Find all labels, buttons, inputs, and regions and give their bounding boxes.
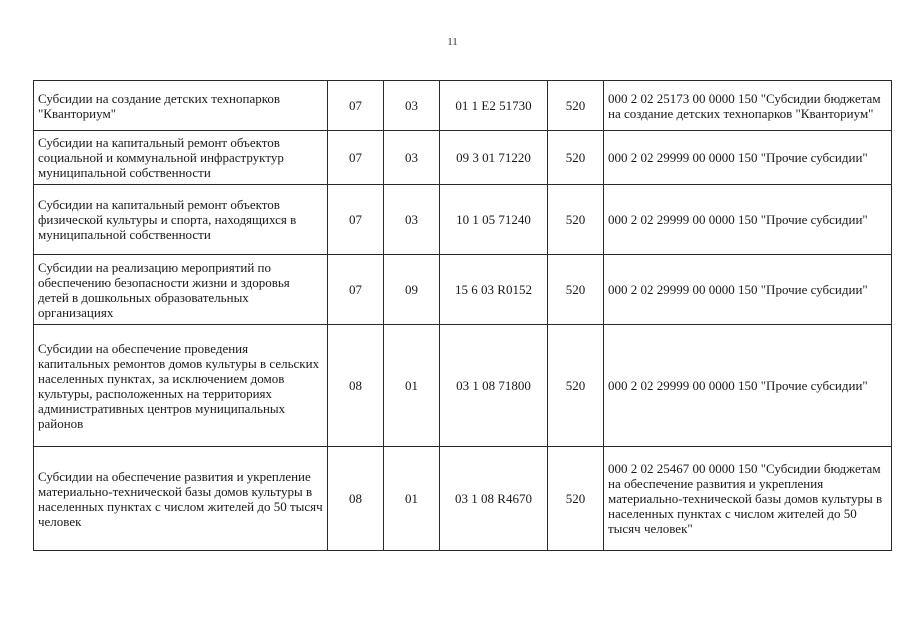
subsidy-name: Субсидии на капитальный ремонт объектов физической культуры и спорта, находящихся в муниципальной собственности: [34, 185, 328, 255]
expense-type: 520: [548, 131, 604, 185]
revenue-code: 000 2 02 29999 00 0000 150 "Прочие субсидии": [604, 131, 892, 185]
subsection-code: 03: [384, 81, 440, 131]
table-row: [34, 185, 892, 255]
subsection-code: 03: [384, 131, 440, 185]
subsidy-name: Субсидии на создание детских технопарков "Кванториум": [34, 81, 328, 131]
section-code: 08: [328, 447, 384, 551]
subsection-code: 03: [384, 185, 440, 255]
subsidy-name: Субсидии на обеспечение проведения капитальных ремонтов домов культуры в сельских населенных пунктах, за исключением домов культуры, расположенных на территориях административных центров муниципальных районов: [34, 325, 328, 447]
section-code: 08: [328, 325, 384, 447]
revenue-code: 000 2 02 29999 00 0000 150 "Прочие субсидии": [604, 255, 892, 325]
expense-type: 520: [548, 255, 604, 325]
section-code: 07: [328, 81, 384, 131]
section-code: 07: [328, 255, 384, 325]
subsection-code: 09: [384, 255, 440, 325]
section-code: 07: [328, 185, 384, 255]
subsidy-name: Субсидии на капитальный ремонт объектов социальной и коммунальной инфраструктур муниципальной собственности: [34, 131, 328, 185]
table-row: [34, 255, 892, 325]
subsidies-table: [33, 80, 892, 551]
subsidy-name: Субсидии на обеспечение развития и укрепление материально-технической базы домов культуры в населенных пунктах с числом жителей до 50 тысяч человек: [34, 447, 328, 551]
page-number: 11: [447, 36, 458, 48]
target-article: 03 1 08 R4670: [440, 447, 548, 551]
table-row: [34, 447, 892, 551]
target-article: 01 1 E2 51730: [440, 81, 548, 131]
expense-type: 520: [548, 447, 604, 551]
target-article: 15 6 03 R0152: [440, 255, 548, 325]
revenue-code: 000 2 02 25467 00 0000 150 "Субсидии бюджетам на обеспечение развития и укрепления материально-технической базы домов культуры в населенных пунктах с числом жителей до 50 тысяч человек": [604, 447, 892, 551]
expense-type: 520: [548, 185, 604, 255]
revenue-code: 000 2 02 29999 00 0000 150 "Прочие субсидии": [604, 185, 892, 255]
section-code: 07: [328, 131, 384, 185]
subsection-code: 01: [384, 447, 440, 551]
table-row: [34, 325, 892, 447]
revenue-code: 000 2 02 29999 00 0000 150 "Прочие субсидии": [604, 325, 892, 447]
target-article: 03 1 08 71800: [440, 325, 548, 447]
table-row: [34, 131, 892, 185]
table-row: [34, 81, 892, 131]
target-article: 09 3 01 71220: [440, 131, 548, 185]
subsidy-name: Субсидии на реализацию мероприятий по обеспечению безопасности жизни и здоровья детей в дошкольных образовательных организациях: [34, 255, 328, 325]
expense-type: 520: [548, 325, 604, 447]
subsection-code: 01: [384, 325, 440, 447]
expense-type: 520: [548, 81, 604, 131]
target-article: 10 1 05 71240: [440, 185, 548, 255]
revenue-code: 000 2 02 25173 00 0000 150 "Субсидии бюджетам на создание детских технопарков "Кванториум": [604, 81, 892, 131]
